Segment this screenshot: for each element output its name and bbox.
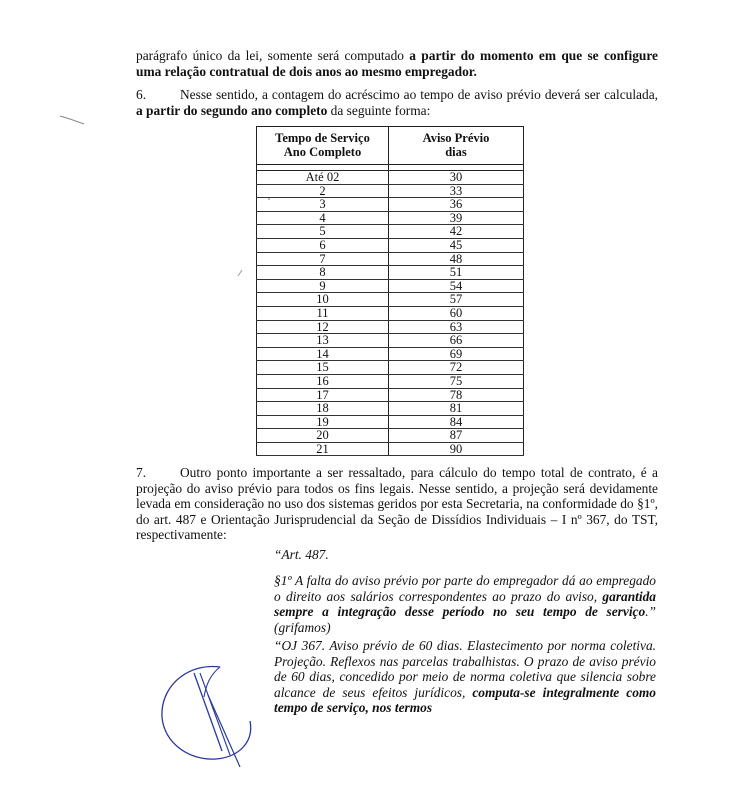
notice-period-table [256, 126, 524, 456]
service-years-cell: 6 [257, 238, 389, 252]
notice-days-cell: 36 [389, 198, 524, 212]
notice-days-cell: 57 [389, 293, 524, 307]
paragraph-6-text: Nesse sentido, a contagem do acréscimo ao tempo de aviso prévio deverá ser calculada, [180, 87, 658, 102]
table-row [257, 225, 524, 239]
service-years-cell: 12 [257, 320, 389, 334]
quote-paragraph-1 [274, 573, 656, 635]
intro-paragraph [136, 48, 658, 79]
service-years-cell: 19 [257, 415, 389, 429]
paragraph-7-number: 7. [136, 465, 147, 480]
notice-days-cell: 30 [389, 171, 524, 185]
header-col1-line1: Tempo de Serviço [275, 130, 370, 145]
handwritten-signature [150, 655, 270, 775]
table-row [257, 388, 524, 402]
scan-speck [236, 268, 244, 278]
service-years-cell: 3 [257, 198, 389, 212]
scan-speck [266, 196, 272, 202]
intro-text: parágrafo único da lei, somente será computado [136, 48, 410, 63]
quote-paragraph-1-tail: .” (grifamos) [274, 604, 656, 635]
notice-days-cell: 48 [389, 252, 524, 266]
notice-days-cell: 87 [389, 429, 524, 443]
table-row [257, 279, 524, 293]
notice-days-cell: 45 [389, 238, 524, 252]
scan-speck [58, 112, 88, 126]
service-years-cell: 7 [257, 252, 389, 266]
notice-days-cell: 84 [389, 415, 524, 429]
table-row [257, 361, 524, 375]
quote-oj-367-text: “OJ 367. Aviso prévio de 60 dias. Elastecimento por norma coletiva. Projeção. Reflexos nas parcelas trabalhistas. O prazo de aviso prévio de 60 dias, concedido por meio de norma coletiva que silencia sobre alcance de seus efeitos jurídicos, [274, 638, 656, 700]
service-years-cell: 16 [257, 374, 389, 388]
service-years-cell: 21 [257, 442, 389, 456]
service-years-cell: 2 [257, 184, 389, 198]
notice-days-cell: 60 [389, 306, 524, 320]
paragraph-6-number: 6. [136, 87, 147, 102]
service-years-cell: 10 [257, 293, 389, 307]
paragraph-6 [136, 87, 658, 118]
table-row [257, 198, 524, 212]
service-years-cell: 17 [257, 388, 389, 402]
paragraph-7 [136, 465, 658, 543]
table-row [257, 320, 524, 334]
table-row [257, 211, 524, 225]
table-row [257, 306, 524, 320]
notice-days-cell: 90 [389, 442, 524, 456]
service-years-cell: 13 [257, 334, 389, 348]
table-row [257, 266, 524, 280]
table-row [257, 171, 524, 185]
notice-days-cell: 42 [389, 225, 524, 239]
table-row [257, 238, 524, 252]
service-years-cell: 4 [257, 211, 389, 225]
notice-days-cell: 39 [389, 211, 524, 225]
notice-days-cell: 51 [389, 266, 524, 280]
quote-oj-367 [274, 638, 656, 716]
notice-days-cell: 78 [389, 388, 524, 402]
notice-days-cell: 72 [389, 361, 524, 375]
table-row [257, 442, 524, 456]
notice-days-cell: 33 [389, 184, 524, 198]
service-years-cell: 15 [257, 361, 389, 375]
table-row [257, 293, 524, 307]
header-col2-line2: dias [445, 144, 467, 159]
service-years-cell: 20 [257, 429, 389, 443]
table-row [257, 184, 524, 198]
notice-days-cell: 81 [389, 402, 524, 416]
notice-days-cell: 69 [389, 347, 524, 361]
header-col2-line1: Aviso Prévio [422, 130, 490, 145]
paragraph-7-text: Outro ponto importante a ser ressaltado, para cálculo do tempo total de contrato, é a projeção do aviso prévio para todos os fins legais. Nesse sentido, a projeção será devidamente levada em consideração no uso dos sistemas geridos por esta Secretaria, na conformidade do §1º, do art. 487 e Orientação Jurisprudencial da Seção de Dissídios Individuais – I nº 367, do TST, respectivamente: [136, 465, 658, 543]
table-row [257, 402, 524, 416]
header-notice-days [389, 127, 524, 165]
notice-days-cell: 54 [389, 279, 524, 293]
quote-article-487 [274, 547, 656, 563]
quote-article-title: “Art. 487. [274, 547, 329, 562]
intro-bold-text: a partir do momento em que se configure uma relação contratual de dois anos ao mesmo empregador. [136, 48, 658, 79]
table-header-row [257, 127, 524, 165]
notice-days-cell: 66 [389, 334, 524, 348]
quote-oj-367-bold: computa-se integralmente como tempo de serviço, nos termos [274, 684, 656, 716]
table-row [257, 429, 524, 443]
table-row [257, 252, 524, 266]
service-years-cell: Até 02 [257, 171, 389, 185]
service-years-cell: 11 [257, 306, 389, 320]
paragraph-6-text-end: da seguinte forma: [327, 102, 431, 118]
service-years-cell: 14 [257, 347, 389, 361]
service-years-cell: 5 [257, 225, 389, 239]
service-years-cell: 8 [257, 266, 389, 280]
header-service-time [257, 127, 389, 165]
notice-days-cell: 75 [389, 374, 524, 388]
quote-paragraph-1-bold: garantida sempre a integração desse período no seu tempo de serviço [274, 588, 656, 620]
table-row [257, 374, 524, 388]
service-years-cell: 18 [257, 402, 389, 416]
notice-days-cell: 63 [389, 320, 524, 334]
paragraph-6-bold: a partir do segundo ano completo [136, 102, 328, 118]
quote-paragraph-1-text: §1º A falta do aviso prévio por parte do empregador dá ao empregado o direito aos salários correspondentes ao prazo do aviso, [274, 573, 656, 604]
table-row [257, 334, 524, 348]
service-years-cell: 9 [257, 279, 389, 293]
table-row [257, 347, 524, 361]
header-col1-line2: Ano Completo [283, 144, 362, 159]
table-row [257, 415, 524, 429]
table-body [257, 165, 524, 456]
